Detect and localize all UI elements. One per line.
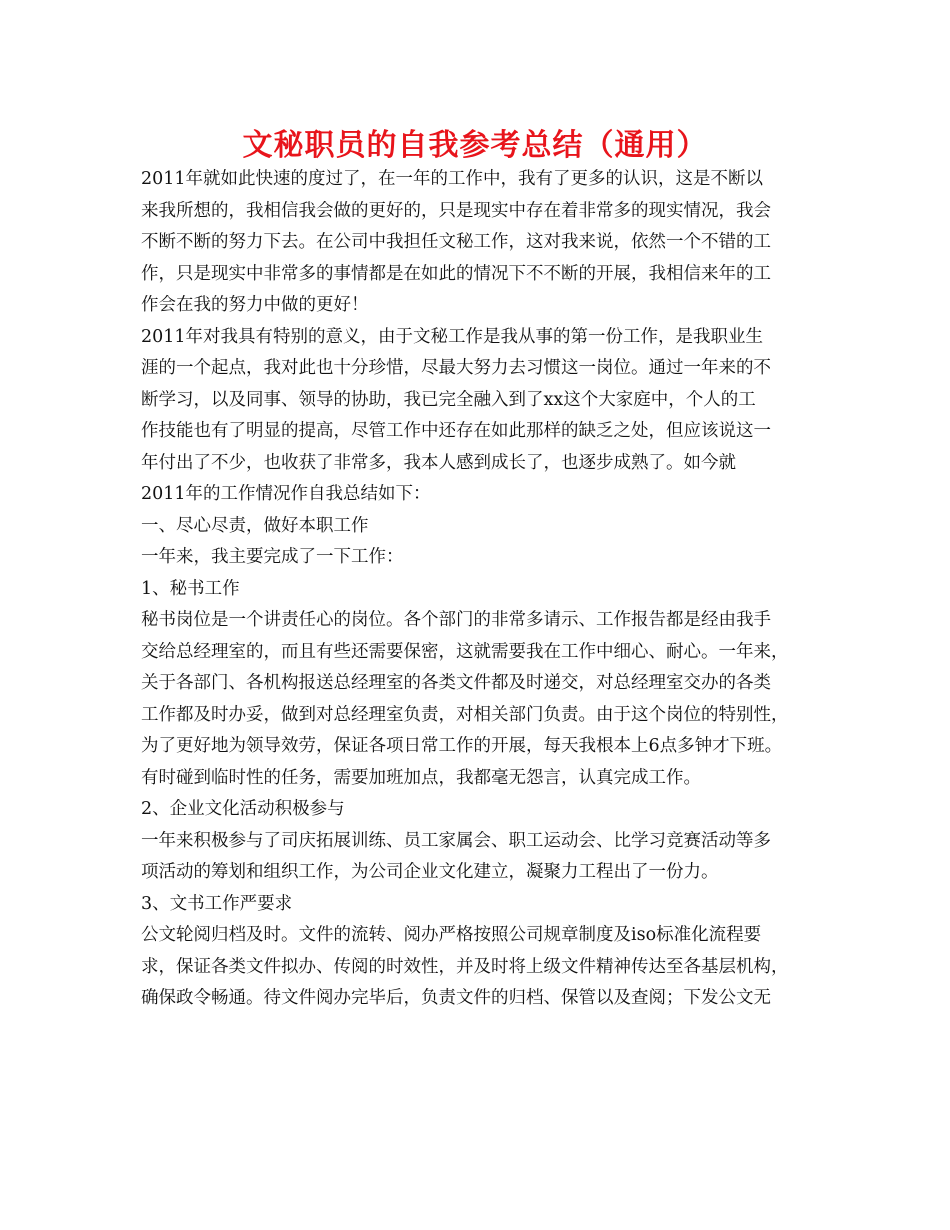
- body-line: 秘书岗位是一个讲责任心的岗位。各个部门的非常多请示、工作报告都是经由我手: [141, 610, 771, 630]
- subsection-heading: 1、秘书工作: [141, 578, 240, 599]
- body-line: 作会在我的努力中做的更好！: [141, 295, 369, 315]
- body-line: 项活动的筹划和组织工作，为公司企业文化建立，凝聚力工程出了一份力。: [141, 862, 719, 882]
- section-heading: 一、尽心尽责，做好本职工作: [141, 515, 369, 536]
- body-line: 不断不断的努力下去。在公司中我担任文秘工作，这对我来说，依然一个不错的工: [141, 232, 771, 252]
- body-line: 交给总经理室的，而且有些还需要保密，这就需要我在工作中细心、耐心。一年来，: [141, 641, 789, 662]
- body-line: 工作都及时办妥，做到对总经理室负责，对相关部门负责。由于这个岗位的特别性，: [141, 704, 789, 725]
- body-line: 关于各部门、各机构报送总经理室的各类文件都及时递交，对总经理室交办的各类: [141, 673, 771, 693]
- body-line: 2011年的工作情况作自我总结如下：: [141, 484, 431, 504]
- body-line: 求，保证各类文件拟办、传阅的时效性，并及时将上级文件精神传达至各基层机构，: [141, 956, 789, 977]
- body-line: 2011年就如此快速的度过了，在一年的工作中，我有了更多的认识，这是不断以: [141, 169, 764, 189]
- document-title: 文秘职员的自我参考总结（通用）: [242, 128, 708, 163]
- document-body: [141, 164, 821, 1015]
- subsection-heading: 3、文书工作严要求: [141, 893, 293, 914]
- body-line: 为了更好地为领导效劳，保证各项日常工作的开展，每天我根本上6点多钟才下班。: [141, 736, 783, 756]
- subsection-heading: 2、企业文化活动积极参与: [141, 799, 345, 819]
- body-line: 确保政令畅通。待文件阅办完毕后，负责文件的归档、保管以及查阅；下发公文无: [141, 988, 771, 1008]
- body-line: 公文轮阅归档及时。文件的流转、阅办严格按照公司规章制度及iso标准化流程要: [141, 925, 762, 945]
- body-line: 有时碰到临时性的任务，需要加班加点，我都毫无怨言，认真完成工作。: [141, 767, 701, 788]
- body-line: 一年来，我主要完成了一下工作：: [141, 547, 404, 567]
- body-line: 作技能也有了明显的提高，尽管工作中还存在如此那样的缺乏之处，但应该说这一: [141, 421, 771, 441]
- body-line: 年付出了不少，也收获了非常多，我本人感到成长了，也逐步成熟了。如今就: [141, 452, 736, 473]
- body-line: 作，只是现实中非常多的事情都是在如此的情况下不不断的开展，我相信来年的工: [141, 263, 771, 284]
- body-line: 一年来积极参与了司庆拓展训练、员工家属会、职工运动会、比学习竞赛活动等多: [141, 830, 771, 851]
- body-line: 断学习，以及同事、领导的协助，我已完全融入到了xx这个大家庭中，个人的工: [141, 389, 756, 410]
- body-line: 2011年对我具有特别的意义，由于文秘工作是我从事的第一份工作，是我职业生: [141, 326, 764, 347]
- body-line: 来我所想的，我相信我会做的更好的，只是现实中存在着非常多的现实情况，我会: [141, 200, 771, 221]
- body-line: 涯的一个起点，我对此也十分珍惜，尽最大努力去习惯这一岗位。通过一年来的不: [141, 358, 771, 378]
